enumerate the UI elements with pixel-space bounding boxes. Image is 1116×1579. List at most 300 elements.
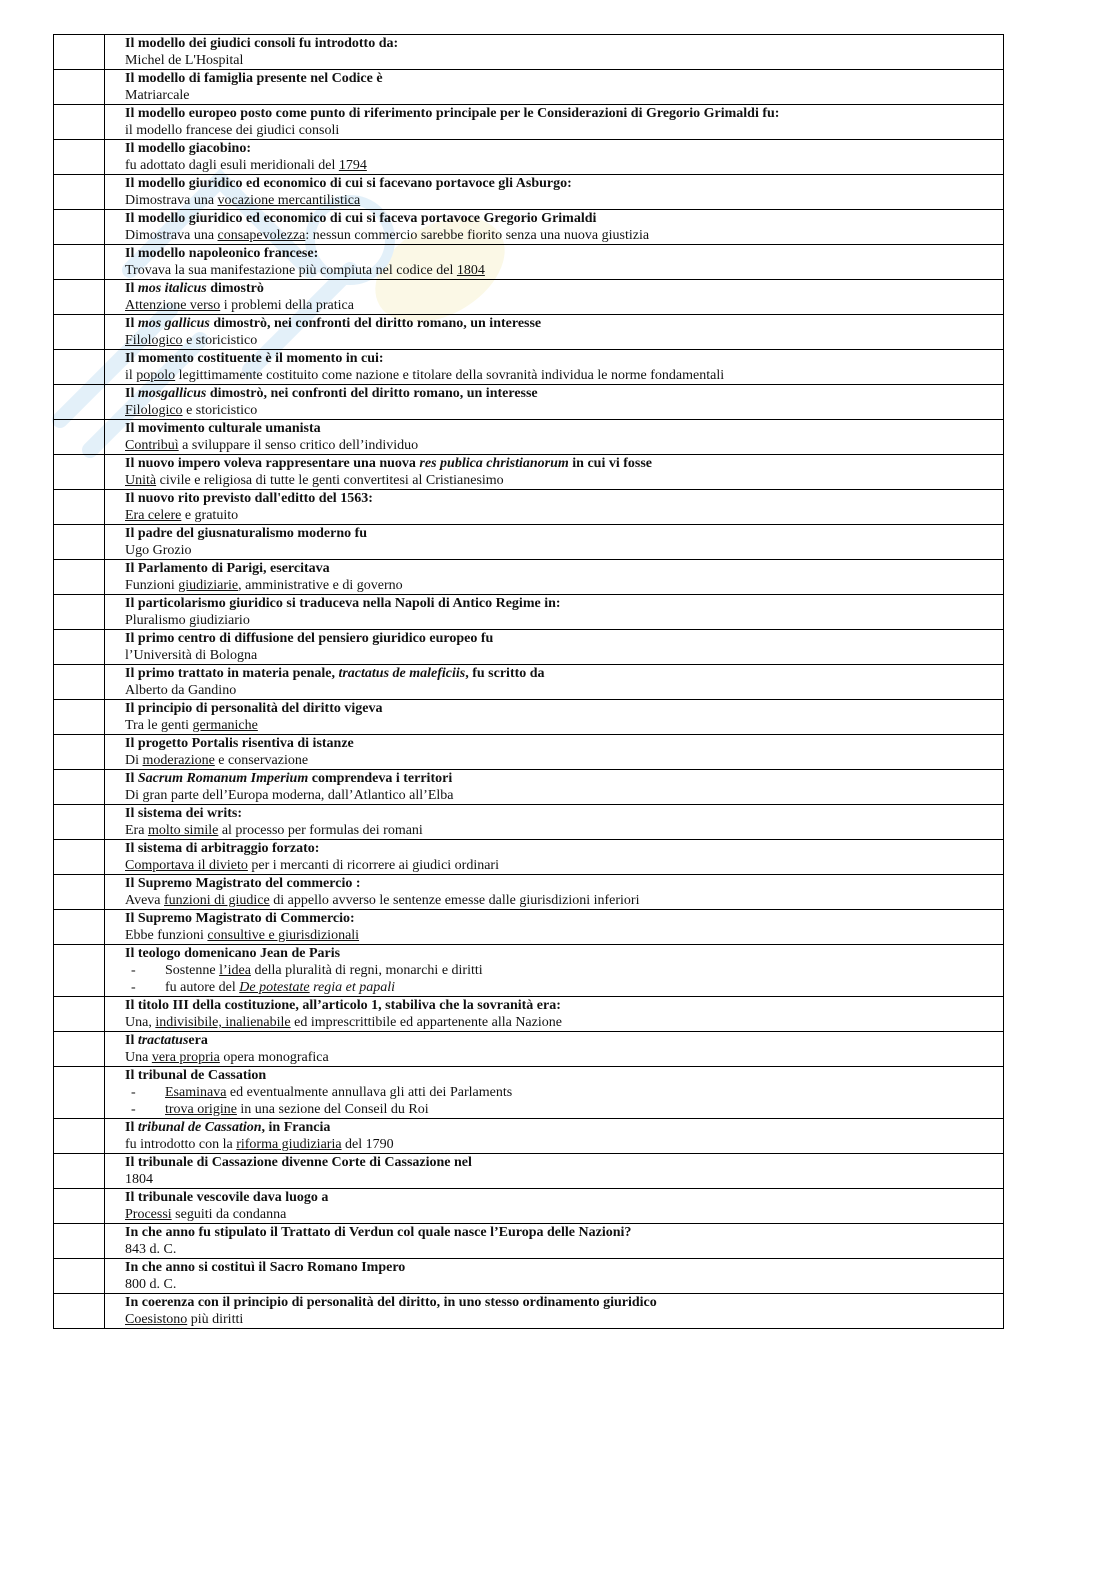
row-number-cell	[54, 1189, 105, 1224]
answer-text	[125, 612, 997, 629]
row-number-cell	[54, 1119, 105, 1154]
row-number-cell	[54, 997, 105, 1032]
table-row	[54, 945, 1004, 997]
question-text	[125, 630, 997, 647]
table-row	[54, 490, 1004, 525]
qa-cell	[105, 945, 1004, 997]
bullet-dash: -	[131, 1085, 136, 1100]
qa-cell	[105, 910, 1004, 945]
bullet-segment: l’idea	[219, 963, 251, 978]
answer-segment: 1804	[125, 1172, 153, 1187]
question-text	[125, 875, 997, 892]
answer-text	[125, 367, 997, 384]
answer-segment: del 1790	[341, 1137, 394, 1152]
answer-segment: più diritti	[187, 1312, 244, 1327]
table-row	[54, 35, 1004, 70]
question-segment: tribunal de Cassation	[137, 1120, 262, 1135]
table-row	[54, 735, 1004, 770]
answer-text	[125, 647, 997, 664]
question-segment: tractatus de maleficiis	[338, 666, 466, 681]
answer-segment: i problemi della pratica	[220, 298, 354, 313]
answer-text	[125, 927, 997, 944]
answer-segment: civile e religiosa di tutte le genti convertitesi al Cristianesimo	[156, 473, 504, 488]
row-number-cell	[54, 595, 105, 630]
answer-text	[125, 1311, 997, 1328]
answer-segment: legittimamente costituito come nazione e titolare della sovranità individua le norme fondamentali	[175, 368, 725, 383]
question-text	[125, 490, 997, 507]
qa-cell	[105, 490, 1004, 525]
row-number-cell	[54, 840, 105, 875]
row-number-cell	[54, 385, 105, 420]
row-number-cell	[54, 630, 105, 665]
answer-segment: indivisibile, inalienabile	[155, 1015, 291, 1030]
answer-segment: Michel de L'Hospital	[125, 53, 244, 68]
table-row	[54, 875, 1004, 910]
question-text	[125, 770, 997, 787]
answer-text	[125, 822, 997, 839]
table-row	[54, 105, 1004, 140]
answer-segment: consapevolezza	[217, 228, 306, 243]
qa-cell	[105, 997, 1004, 1032]
answer-segment: Una,	[125, 1015, 156, 1030]
question-segment: Il	[125, 771, 138, 786]
question-segment: mos gallicus	[137, 316, 210, 331]
row-number-cell	[54, 805, 105, 840]
question-text	[125, 525, 997, 542]
qa-cell	[105, 840, 1004, 875]
qa-cell	[105, 595, 1004, 630]
question-segment: dimostrò	[206, 281, 264, 296]
question-text	[125, 1189, 997, 1206]
answer-segment: Coesistono	[125, 1312, 188, 1327]
question-text	[125, 1294, 997, 1311]
answer-text	[125, 1241, 997, 1258]
answer-segment: Pluralismo giudiziario	[125, 613, 250, 628]
bullet-segment: De potestate	[239, 980, 310, 995]
answer-segment: e gratuito	[181, 508, 239, 523]
question-text	[125, 385, 997, 402]
question-text	[125, 35, 997, 52]
question-segment: , in Francia	[261, 1120, 331, 1135]
question-segment: Il Supremo Magistrato del commercio :	[125, 876, 361, 891]
answer-text	[125, 857, 997, 874]
answer-segment: opera monografica	[219, 1050, 329, 1065]
table-row	[54, 245, 1004, 280]
question-text	[125, 735, 997, 752]
table-row	[54, 630, 1004, 665]
answer-segment: : nessun commercio sarebbe fiorito senza una nuova giustizia	[305, 228, 650, 243]
question-segment: Il Supremo Magistrato di Commercio:	[125, 911, 355, 926]
table-row	[54, 315, 1004, 350]
answer-bullet-list	[125, 1084, 997, 1118]
question-segment: tractatus	[137, 1033, 189, 1048]
question-segment: In che anno fu stipulato il Trattato di Verdun col quale nasce l’Europa delle Nazioni?	[125, 1225, 632, 1240]
question-segment: Il sistema di arbitraggio forzato:	[125, 841, 320, 856]
question-segment: Il padre del giusnaturalismo moderno fu	[125, 526, 368, 541]
row-number-cell	[54, 245, 105, 280]
bullet-dash: -	[131, 1102, 136, 1117]
row-number-cell	[54, 490, 105, 525]
answer-segment: il	[125, 368, 137, 383]
answer-text	[125, 227, 997, 244]
answer-text	[125, 332, 997, 349]
answer-text	[125, 1136, 997, 1153]
question-segment: Il progetto Portalis risentiva di istanze	[125, 736, 354, 751]
answer-text	[125, 892, 997, 909]
question-text	[125, 945, 997, 962]
table-row	[54, 665, 1004, 700]
answer-segment: Attenzione verso	[125, 298, 221, 313]
answer-text	[125, 542, 997, 559]
table-row	[54, 1189, 1004, 1224]
list-item	[125, 1101, 997, 1118]
list-item	[125, 962, 997, 979]
row-number-cell	[54, 1032, 105, 1067]
row-number-cell	[54, 525, 105, 560]
row-number-cell	[54, 945, 105, 997]
qa-cell	[105, 455, 1004, 490]
question-segment: Il modello giacobino:	[125, 141, 252, 156]
question-text	[125, 280, 997, 297]
answer-segment: Matriarcale	[125, 88, 190, 103]
table-row	[54, 140, 1004, 175]
question-segment: Il	[125, 281, 138, 296]
table-row	[54, 1259, 1004, 1294]
question-text	[125, 210, 997, 227]
qa-cell	[105, 350, 1004, 385]
list-item	[125, 979, 997, 996]
answer-segment: Alberto da Gandino	[125, 683, 237, 698]
question-segment: mosgallicus	[137, 386, 207, 401]
question-text	[125, 455, 997, 472]
answer-segment: al processo per formulas dei romani	[218, 823, 423, 838]
qa-cell	[105, 770, 1004, 805]
qa-cell	[105, 805, 1004, 840]
table-row	[54, 997, 1004, 1032]
row-number-cell	[54, 1224, 105, 1259]
answer-segment: molto simile	[147, 823, 219, 838]
row-number-cell	[54, 665, 105, 700]
answer-segment: moderazione	[142, 753, 215, 768]
row-number-cell	[54, 315, 105, 350]
answer-segment: vera propria	[151, 1050, 220, 1065]
qa-cell	[105, 315, 1004, 350]
row-number-cell	[54, 770, 105, 805]
row-number-cell	[54, 140, 105, 175]
qa-cell	[105, 560, 1004, 595]
bullet-dash: -	[131, 980, 136, 995]
question-text	[125, 560, 997, 577]
bullet-segment: in una sezione del Conseil du Roi	[236, 1102, 429, 1117]
row-number-cell	[54, 420, 105, 455]
bullet-segment: fu autore del	[165, 980, 240, 995]
question-segment: Il teologo domenicano Jean de Paris	[125, 946, 341, 961]
answer-segment: Una	[125, 1050, 152, 1065]
table-row	[54, 1294, 1004, 1329]
answer-segment: il modello francese dei giudici consoli	[125, 123, 340, 138]
question-segment: Il modello napoleonico francese:	[125, 246, 319, 261]
question-segment: Il nuovo rito previsto dall'editto del 1563:	[125, 491, 373, 506]
answer-segment: ed imprescrittibile ed appartenente alla Nazione	[290, 1015, 562, 1030]
qa-cell	[105, 1067, 1004, 1119]
row-number-cell	[54, 1154, 105, 1189]
qa-cell	[105, 210, 1004, 245]
answer-segment: fu introdotto con la	[125, 1137, 237, 1152]
question-segment: mos italicus	[137, 281, 207, 296]
row-number-cell	[54, 105, 105, 140]
question-text	[125, 997, 997, 1014]
answer-text	[125, 87, 997, 104]
question-text	[125, 245, 997, 262]
table-row	[54, 770, 1004, 805]
table-row	[54, 1224, 1004, 1259]
answer-segment: Dimostrava una	[125, 193, 218, 208]
row-number-cell	[54, 280, 105, 315]
answer-text	[125, 472, 997, 489]
qa-cell	[105, 875, 1004, 910]
qa-cell	[105, 70, 1004, 105]
qa-cell	[105, 420, 1004, 455]
answer-segment: l’Università di Bologna	[125, 648, 258, 663]
table-row	[54, 385, 1004, 420]
qa-table	[53, 34, 1004, 1329]
answer-segment: Tra le genti	[125, 718, 193, 733]
question-text	[125, 1259, 997, 1276]
table-row	[54, 840, 1004, 875]
row-number-cell	[54, 560, 105, 595]
qa-cell	[105, 1032, 1004, 1067]
question-text	[125, 840, 997, 857]
bullet-segment: regia et papali	[309, 980, 396, 995]
qa-cell	[105, 280, 1004, 315]
answer-segment: 1794	[338, 158, 367, 173]
question-text	[125, 105, 997, 122]
question-segment: Il modello giuridico ed economico di cui si faceva portavoce Gregorio Grimaldi	[125, 211, 597, 226]
question-segment: Il primo trattato in materia penale,	[125, 666, 339, 681]
question-segment: Il titolo III della costituzione, all’articolo 1, stabiliva che la sovranità era:	[125, 998, 561, 1013]
row-number-cell	[54, 70, 105, 105]
question-segment: res publica christianorum	[419, 456, 569, 471]
question-segment: Il	[125, 1033, 138, 1048]
qa-cell	[105, 1154, 1004, 1189]
question-segment: Il tribunale di Cassazione divenne Corte di Cassazione nel	[125, 1155, 472, 1170]
answer-segment: Dimostrava una	[125, 228, 218, 243]
answer-text	[125, 577, 997, 594]
answer-text	[125, 122, 997, 139]
question-segment: Il modello europeo posto come punto di riferimento principale per le Considerazioni di Gregorio Grimaldi fu:	[125, 106, 780, 121]
row-number-cell	[54, 35, 105, 70]
table-row	[54, 1032, 1004, 1067]
table-row	[54, 910, 1004, 945]
answer-segment: popolo	[136, 368, 176, 383]
question-text	[125, 140, 997, 157]
table-row	[54, 1119, 1004, 1154]
question-text	[125, 910, 997, 927]
question-segment: Il nuovo impero voleva rappresentare una nuova	[125, 456, 420, 471]
question-segment: Il sistema dei writs:	[125, 806, 243, 821]
answer-segment: Filologico	[125, 403, 183, 418]
row-number-cell	[54, 1259, 105, 1294]
question-segment: Sacrum Romanum Imperium	[137, 771, 309, 786]
answer-segment: funzioni di giudice	[164, 893, 270, 908]
list-item	[125, 1084, 997, 1101]
answer-segment: Comportava il divieto	[125, 858, 248, 873]
answer-text	[125, 402, 997, 419]
row-number-cell	[54, 210, 105, 245]
answer-segment: e storicistico	[182, 403, 258, 418]
answer-segment: Era celere	[125, 508, 182, 523]
bullet-segment: trova origine	[165, 1102, 237, 1117]
answer-segment: germaniche	[192, 718, 258, 733]
qa-table-body	[54, 35, 1004, 1329]
answer-segment: vocazione mercantilistica	[217, 193, 361, 208]
answer-segment: 1804	[456, 263, 485, 278]
qa-cell	[105, 630, 1004, 665]
question-segment: dimostrò, nei confronti del diritto romano, un interesse	[206, 386, 538, 401]
question-text	[125, 1224, 997, 1241]
question-segment: dimostrò, nei confronti del diritto romano, un interesse	[209, 316, 542, 331]
qa-cell	[105, 245, 1004, 280]
question-text	[125, 1154, 997, 1171]
answer-text	[125, 297, 997, 314]
question-segment: Il	[125, 1120, 138, 1135]
answer-text	[125, 682, 997, 699]
row-number-cell	[54, 1067, 105, 1119]
qa-cell	[105, 1189, 1004, 1224]
table-row	[54, 350, 1004, 385]
question-text	[125, 1119, 997, 1136]
row-number-cell	[54, 910, 105, 945]
question-text	[125, 700, 997, 717]
table-row	[54, 1154, 1004, 1189]
bullet-segment: Esaminava	[165, 1085, 227, 1100]
answer-text	[125, 507, 997, 524]
question-segment: era	[188, 1033, 208, 1048]
question-text	[125, 1032, 997, 1049]
qa-cell	[105, 35, 1004, 70]
row-number-cell	[54, 1294, 105, 1329]
question-segment: Il modello di famiglia presente nel Codice è	[125, 71, 383, 86]
question-segment: Il particolarismo giuridico si traduceva nella Napoli di Antico Regime in:	[125, 596, 561, 611]
question-segment: Il tribunale vescovile dava luogo a	[125, 1190, 329, 1205]
question-text	[125, 70, 997, 87]
qa-cell	[105, 665, 1004, 700]
question-segment: Il principio di personalità del diritto vigeva	[125, 701, 383, 716]
table-row	[54, 805, 1004, 840]
question-segment: comprendeva i territori	[308, 771, 453, 786]
qa-cell	[105, 1259, 1004, 1294]
table-row	[54, 420, 1004, 455]
qa-cell	[105, 1119, 1004, 1154]
answer-segment: e storicistico	[182, 333, 258, 348]
row-number-cell	[54, 700, 105, 735]
answer-text	[125, 1049, 997, 1066]
answer-segment: fu adottato dagli esuli meridionali del	[125, 158, 339, 173]
question-text	[125, 595, 997, 612]
question-segment: in cui vi fosse	[568, 456, 653, 471]
question-segment: Il momento costituente è il momento in cui:	[125, 351, 384, 366]
answer-segment: Unità	[125, 473, 157, 488]
answer-segment: seguiti da condanna	[171, 1207, 287, 1222]
row-number-cell	[54, 875, 105, 910]
answer-segment: Contribuì	[125, 438, 179, 453]
answer-segment: giudiziarie	[178, 578, 239, 593]
question-segment: Il movimento culturale umanista	[125, 421, 321, 436]
answer-text	[125, 1171, 997, 1188]
row-number-cell	[54, 735, 105, 770]
table-row	[54, 595, 1004, 630]
answer-text	[125, 787, 997, 804]
answer-segment: e conservazione	[214, 753, 309, 768]
question-segment: In coerenza con il principio di personalità del diritto, in uno stesso ordinamento giuridico	[125, 1295, 657, 1310]
answer-text	[125, 1014, 997, 1031]
question-text	[125, 420, 997, 437]
row-number-cell	[54, 175, 105, 210]
answer-segment: consultive e giurisdizionali	[207, 928, 360, 943]
question-text	[125, 350, 997, 367]
answer-segment: 800 d. C.	[125, 1277, 177, 1292]
answer-segment: Aveva	[125, 893, 164, 908]
answer-segment: Funzioni	[125, 578, 179, 593]
answer-segment: Filologico	[125, 333, 183, 348]
answer-bullet-list	[125, 962, 997, 996]
answer-text	[125, 52, 997, 69]
question-segment: Il modello giuridico ed economico di cui si facevano portavoce gli Asburgo:	[125, 176, 572, 191]
qa-cell	[105, 525, 1004, 560]
table-row	[54, 210, 1004, 245]
answer-segment: riforma giudiziaria	[236, 1137, 342, 1152]
row-number-cell	[54, 350, 105, 385]
answer-segment: per i mercanti di ricorrere ai giudici ordinari	[247, 858, 499, 873]
qa-cell	[105, 735, 1004, 770]
answer-segment: Era	[125, 823, 148, 838]
bullet-segment: Sostenne	[165, 963, 220, 978]
qa-cell	[105, 385, 1004, 420]
qa-cell	[105, 105, 1004, 140]
table-row	[54, 70, 1004, 105]
qa-cell	[105, 140, 1004, 175]
answer-segment: Trovava la sua manifestazione più compiuta nel codice del	[125, 263, 457, 278]
qa-cell	[105, 175, 1004, 210]
question-segment: In che anno si costituì il Sacro Romano Impero	[125, 1260, 406, 1275]
answer-segment: , amministrative e di governo	[238, 578, 403, 593]
row-number-cell	[54, 455, 105, 490]
bullet-segment: ed eventualmente annullava gli atti dei Parlaments	[226, 1085, 513, 1100]
question-text	[125, 175, 997, 192]
question-segment: Il	[125, 386, 138, 401]
question-segment: Il Parlamento di Parigi, esercitava	[125, 561, 330, 576]
question-text	[125, 1067, 997, 1084]
table-row	[54, 525, 1004, 560]
bullet-dash: -	[131, 963, 136, 978]
question-segment: , fu scritto da	[465, 666, 545, 681]
qa-cell	[105, 1224, 1004, 1259]
question-text	[125, 665, 997, 682]
table-row	[54, 560, 1004, 595]
table-row	[54, 700, 1004, 735]
table-row	[54, 455, 1004, 490]
answer-segment: di appello avverso le sentenze emesse dalle giurisdizioni inferiori	[269, 893, 640, 908]
qa-cell	[105, 700, 1004, 735]
answer-text	[125, 262, 997, 279]
question-segment: Il modello dei giudici consoli fu introdotto da:	[125, 36, 399, 51]
answer-segment: a sviluppare il senso critico dell’individuo	[178, 438, 419, 453]
table-row	[54, 280, 1004, 315]
answer-segment: Ebbe funzioni	[125, 928, 208, 943]
answer-segment: 843 d. C.	[125, 1242, 177, 1257]
answer-text	[125, 752, 997, 769]
question-text	[125, 805, 997, 822]
